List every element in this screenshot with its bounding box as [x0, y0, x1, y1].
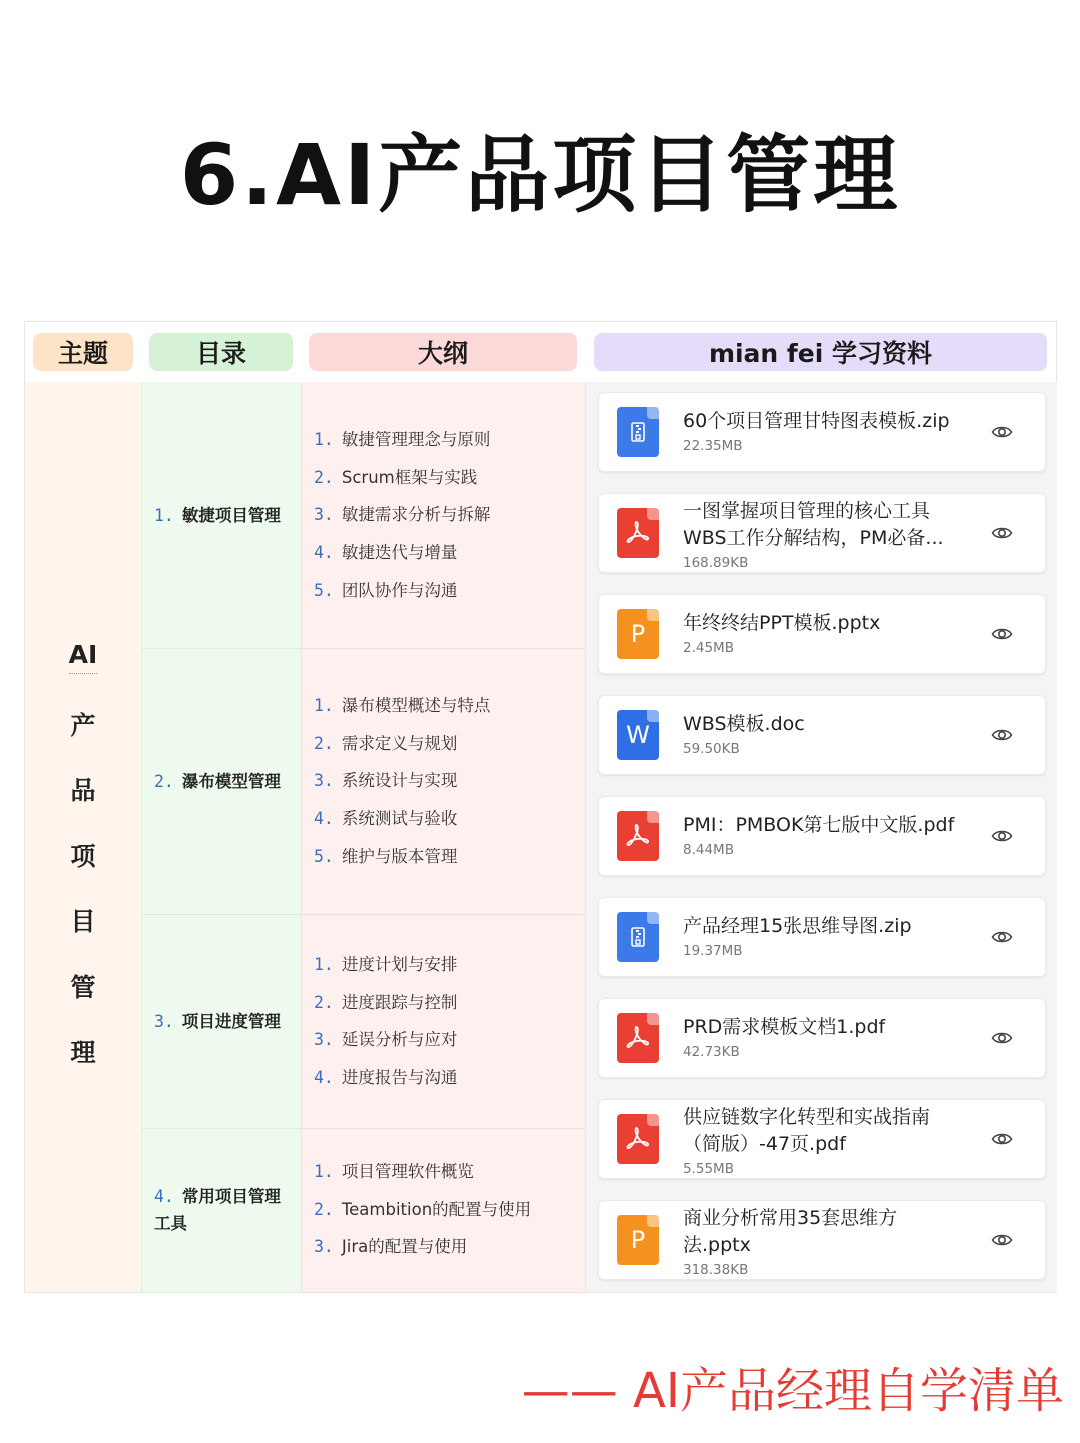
topic-number: 4.	[154, 1187, 174, 1206]
topic-label: 常用项目管理工具	[154, 1187, 281, 1233]
theme-char: 项	[70, 841, 96, 871]
theme-char: 管	[70, 972, 96, 1002]
preview-eye-icon[interactable]	[991, 1027, 1013, 1049]
preview-eye-icon[interactable]	[991, 623, 1013, 645]
outline-item-text: 进度跟踪与控制	[341, 992, 458, 1012]
outline-item-text: 维护与版本管理	[341, 846, 458, 866]
file-name: 商业分析常用35套思维方法.pptx	[683, 1207, 898, 1256]
outline-column	[301, 382, 586, 1292]
outline-group	[302, 1128, 586, 1293]
catalog-topic	[142, 648, 302, 915]
catalog-column	[141, 382, 302, 1292]
outline-item	[314, 687, 490, 725]
file-size: 5.55MB	[683, 1161, 734, 1177]
outline-item-number: 5.	[314, 580, 334, 600]
outline-item-text: 系统设计与实现	[341, 771, 458, 791]
header-catalog: 目录	[149, 333, 293, 371]
outline-item-text: 系统测试与验收	[341, 809, 458, 829]
preview-eye-icon[interactable]	[991, 522, 1013, 544]
outline-item-text: 瀑布模型概述与特点	[341, 696, 491, 715]
file-card[interactable]	[598, 392, 1046, 472]
file-card[interactable]	[598, 695, 1046, 775]
theme-char: 理	[70, 1038, 96, 1067]
file-card[interactable]	[598, 1099, 1046, 1179]
file-size: 19.37MB	[683, 943, 743, 959]
file-card[interactable]	[598, 998, 1046, 1078]
file-card[interactable]	[598, 594, 1046, 674]
outline-item	[314, 800, 490, 838]
outline-item-text: Teambition的配置与使用	[341, 1199, 532, 1219]
theme-char: AI	[25, 640, 141, 706]
outline-item-number: 3.	[314, 505, 334, 525]
outline-item-number: 3.	[314, 1030, 334, 1050]
content-table	[24, 321, 1057, 1293]
theme-column	[25, 382, 141, 1292]
theme-char: 品	[70, 776, 96, 805]
ppt-file-icon: P	[617, 609, 659, 659]
outline-group	[302, 382, 586, 649]
outline-item-text: 敏捷管理理念与原则	[341, 430, 491, 449]
outline-item-number: 1.	[314, 430, 334, 449]
outline-item	[314, 725, 490, 763]
topic-label: 敏捷项目管理	[181, 506, 281, 525]
topic-label: 瀑布模型管理	[181, 772, 281, 791]
file-card[interactable]	[598, 493, 1046, 573]
file-size: 168.89KB	[683, 555, 749, 571]
header-theme-cell	[25, 322, 141, 382]
outline-item	[314, 534, 490, 572]
outline-item-number: 3.	[314, 1237, 334, 1257]
topic-number: 3.	[154, 1012, 174, 1031]
outline-item-text: 项目管理软件概览	[341, 1162, 474, 1181]
theme-vertical-text	[25, 640, 141, 1099]
catalog-topic	[142, 382, 302, 649]
file-name: PMI：PMBOK第七版中文版.pdf	[683, 814, 955, 836]
outline-item-number: 1.	[314, 1162, 334, 1181]
file-name: WBS模板.doc	[683, 713, 805, 735]
preview-eye-icon[interactable]	[991, 825, 1013, 847]
outline-item	[314, 1153, 531, 1191]
preview-eye-icon[interactable]	[991, 1128, 1013, 1150]
header-outline: 大纲	[309, 333, 577, 371]
catalog-topic	[142, 914, 302, 1129]
topic-number: 1.	[154, 506, 174, 525]
outline-item-number: 2.	[314, 992, 334, 1012]
preview-eye-icon[interactable]	[991, 421, 1013, 443]
outline-item-number: 2.	[314, 467, 334, 487]
file-name: 60个项目管理甘特图表模板.zip	[683, 410, 950, 432]
file-size: 22.35MB	[683, 438, 743, 454]
file-size: 2.45MB	[683, 640, 734, 656]
outline-item-text: 进度报告与沟通	[341, 1068, 458, 1088]
pdf-file-icon	[617, 1013, 659, 1063]
page-title: 6.AI产品项目管理	[179, 126, 901, 224]
zip-file-icon	[617, 912, 659, 962]
file-size: 59.50KB	[683, 741, 740, 757]
outline-item-text: 进度计划与安排	[341, 955, 458, 974]
outline-item	[314, 1021, 457, 1059]
outline-item	[314, 496, 490, 534]
outline-item	[314, 838, 490, 876]
outline-item-text: Scrum框架与实践	[341, 467, 478, 487]
preview-eye-icon[interactable]	[991, 1229, 1013, 1251]
outline-item-text: 需求定义与规划	[341, 733, 458, 753]
outline-item-text: Jira的配置与使用	[341, 1237, 468, 1257]
preview-eye-icon[interactable]	[991, 926, 1013, 948]
outline-item-text: 团队协作与沟通	[341, 580, 458, 600]
outline-group	[302, 914, 586, 1129]
outline-item-text: 敏捷迭代与增量	[341, 543, 458, 563]
outline-item-number: 3.	[314, 771, 334, 791]
outline-item-number: 2.	[314, 1199, 334, 1219]
header-materials-cell	[585, 322, 1056, 382]
outline-item	[314, 1191, 531, 1229]
outline-item-number: 4.	[314, 1068, 334, 1088]
file-card[interactable]	[598, 796, 1046, 876]
outline-item	[314, 946, 457, 984]
header-theme: 主题	[33, 333, 133, 371]
file-card[interactable]	[598, 1200, 1046, 1280]
file-name: 供应链数字化转型和实战指南（简版）-47页.pdf	[683, 1106, 931, 1155]
materials-column	[585, 382, 1057, 1292]
header-outline-cell	[301, 322, 585, 382]
file-name: PRD需求模板文档1.pdf	[683, 1016, 886, 1038]
outline-item-text: 延误分析与应对	[341, 1030, 458, 1050]
outline-item-number: 5.	[314, 846, 334, 866]
zip-file-icon	[617, 407, 659, 457]
outline-item	[314, 459, 490, 497]
outline-item	[314, 762, 490, 800]
pdf-file-icon	[617, 508, 659, 558]
footer-slogan: —— AI产品经理自学清单	[521, 1363, 1064, 1419]
outline-item	[314, 421, 490, 459]
file-name: 一图掌握项目管理的核心工具WBS工作分解结构，PM必备...	[683, 500, 944, 549]
file-card[interactable]	[598, 897, 1046, 977]
file-name: 产品经理15张思维导图.zip	[683, 915, 912, 937]
file-size: 8.44MB	[683, 842, 734, 858]
file-name: 年终终结PPT模板.pptx	[683, 612, 881, 634]
outline-item-number: 4.	[314, 809, 334, 829]
outline-item	[314, 1059, 457, 1097]
header-materials: mian fei 学习资料	[594, 333, 1047, 371]
topic-number: 2.	[154, 772, 174, 791]
outline-item-number: 1.	[314, 955, 334, 974]
outline-item-number: 1.	[314, 696, 334, 715]
outline-item-number: 4.	[314, 543, 334, 563]
file-size: 318.38KB	[683, 1262, 749, 1278]
ppt-file-icon: P	[617, 1215, 659, 1265]
outline-item-number: 2.	[314, 733, 334, 753]
outline-item	[314, 572, 490, 610]
outline-item	[314, 1228, 531, 1266]
header-catalog-cell	[141, 322, 301, 382]
topic-label: 项目进度管理	[181, 1012, 281, 1031]
pdf-file-icon	[617, 1114, 659, 1164]
file-size: 42.73KB	[683, 1044, 740, 1060]
outline-item-text: 敏捷需求分析与拆解	[341, 505, 491, 525]
pdf-file-icon	[617, 811, 659, 861]
outline-group	[302, 648, 586, 915]
preview-eye-icon[interactable]	[991, 724, 1013, 746]
catalog-topic	[142, 1128, 302, 1293]
theme-char: 产	[70, 710, 96, 740]
word-file-icon: W	[617, 710, 659, 760]
theme-char: 目	[70, 907, 96, 936]
outline-item	[314, 984, 457, 1022]
